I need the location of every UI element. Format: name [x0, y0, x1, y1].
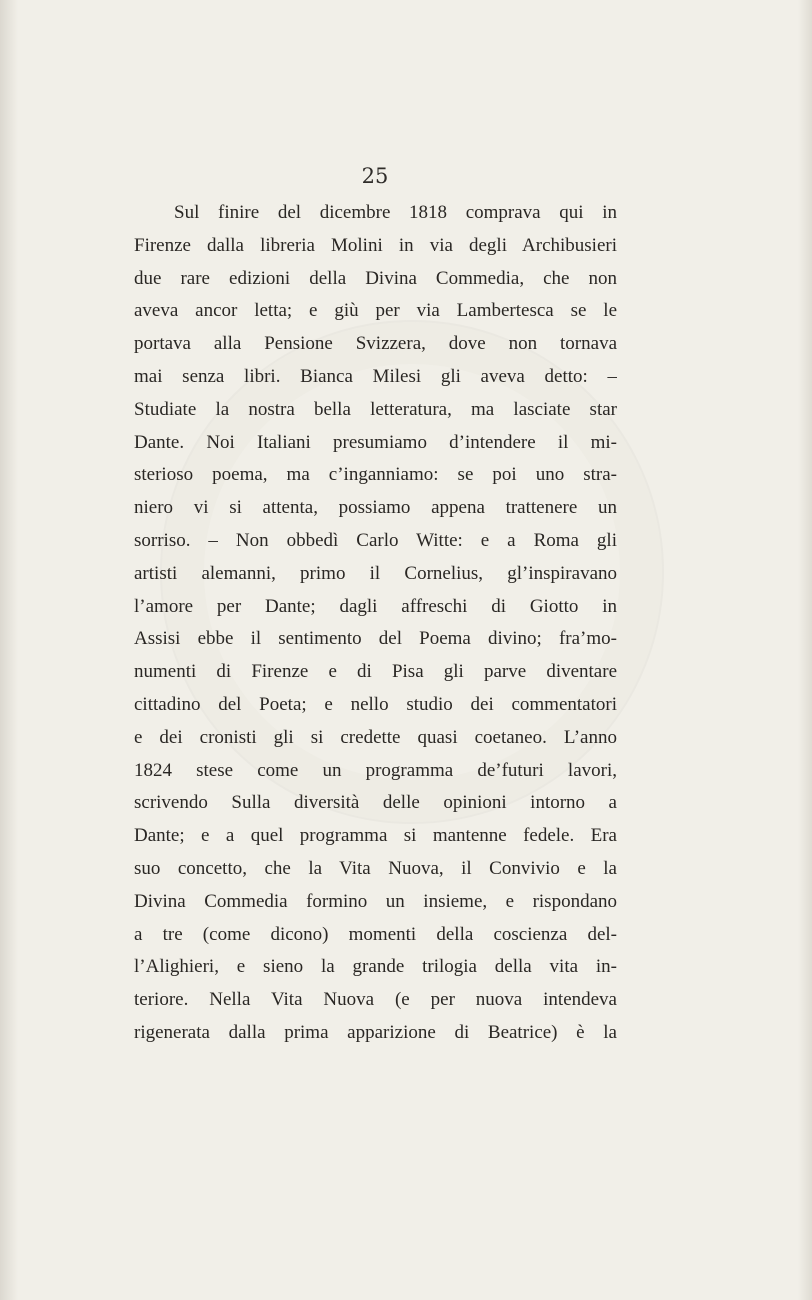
text-line: scrivendo Sulla diversità delle opinioni intorno a	[134, 792, 617, 814]
text-line: l’amore per Dante; dagli affreschi di Giotto in	[134, 595, 617, 617]
text-line: suo concetto, che la Vita Nuova, il Convivio e la	[134, 857, 617, 879]
text-line: niero vi si attenta, possiamo appena trattenere un	[134, 497, 617, 519]
text-line: due rare edizioni della Divina Commedia, che non	[134, 267, 617, 289]
text-line: Divina Commedia formino un insieme, e rispondano	[134, 890, 617, 912]
text-line: 1824 stese come un programma de’futuri lavori,	[134, 759, 617, 781]
text-line: numenti di Firenze e di Pisa gli parve diventare	[134, 661, 617, 683]
text-line: Assisi ebbe il sentimento del Poema divino; fra’mo-	[134, 628, 617, 650]
body-text	[134, 197, 617, 1050]
text-line: mai senza libri. Bianca Milesi gli aveva detto: –	[134, 365, 617, 387]
text-line: Firenze dalla libreria Molini in via degli Archibusieri	[134, 234, 617, 256]
text-line: Studiate la nostra bella letteratura, ma lasciate star	[134, 398, 617, 420]
text-line: rigenerata dalla prima apparizione di Beatrice) è la	[134, 1021, 617, 1043]
text-line: portava alla Pensione Svizzera, dove non tornava	[134, 333, 617, 355]
page-number: 25	[361, 164, 389, 188]
text-line: Dante. Noi Italiani presumiamo d’intendere il mi-	[134, 431, 617, 453]
text-line: teriore. Nella Vita Nuova (e per nuova intendeva	[134, 989, 617, 1011]
text-line: sterioso poema, ma c’inganniamo: se poi uno stra-	[134, 464, 617, 486]
text-line: e dei cronisti gli si credette quasi coetaneo. L’anno	[134, 726, 617, 748]
text-line: aveva ancor letta; e giù per via Lambertesca se le	[134, 300, 617, 322]
text-line: l’Alighieri, e sieno la grande trilogia della vita in-	[134, 956, 617, 978]
text-line: artisti alemanni, primo il Cornelius, gl’inspiravano	[134, 562, 617, 584]
text-line: Dante; e a quel programma si mantenne fedele. Era	[134, 825, 617, 847]
text-line: Sul finire del dicembre 1818 comprava qui in	[174, 202, 617, 223]
text-line: a tre (come dicono) momenti della coscienza del-	[134, 923, 617, 945]
text-line: sorriso. – Non obbedì Carlo Witte: e a Roma gli	[134, 529, 617, 551]
text-line: cittadino del Poeta; e nello studio dei commentatori	[134, 693, 617, 715]
